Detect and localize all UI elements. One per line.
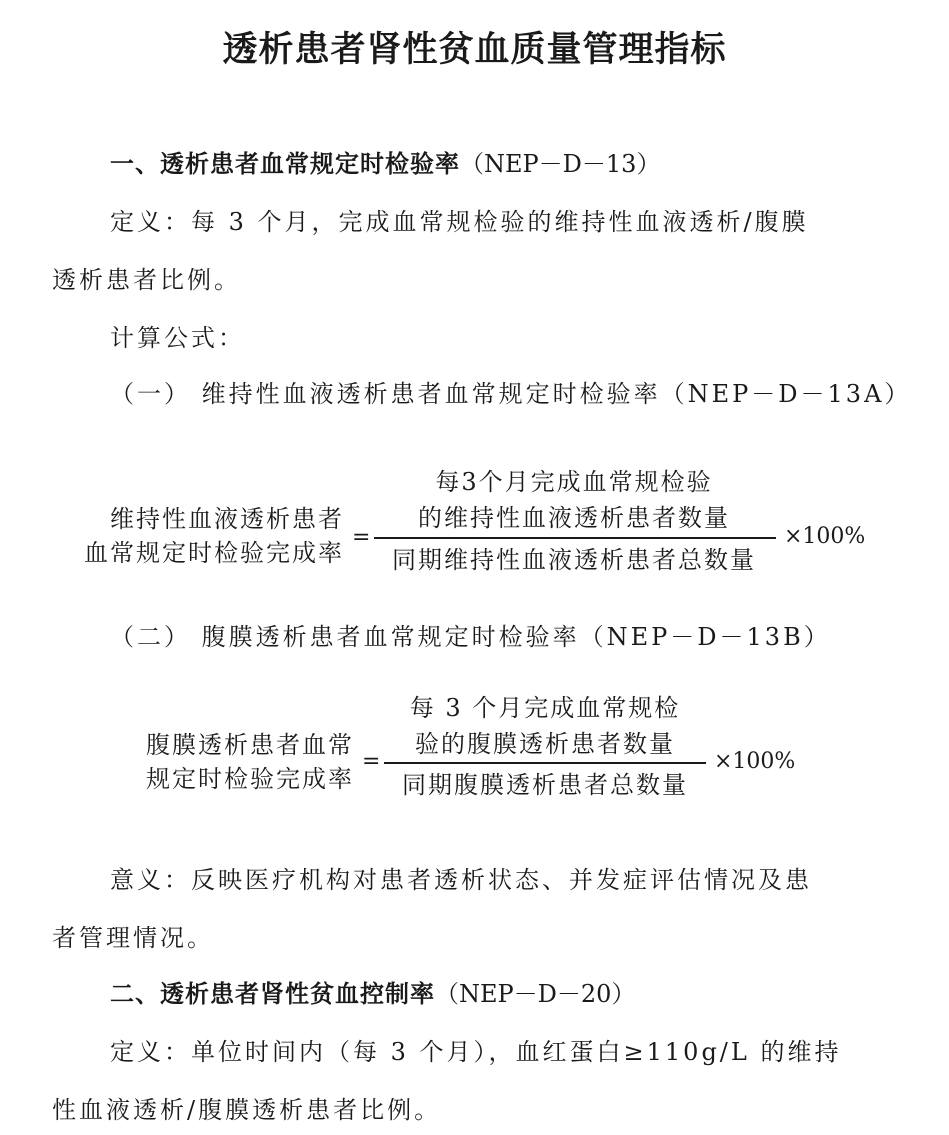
formula-b-denominator: 同期腹膜透析患者总数量: [402, 771, 688, 799]
page-title: 透析患者肾性贫血质量管理指标: [222, 30, 727, 70]
formula-a-numerator-line-2: 的维持性血液透析患者数量: [418, 504, 730, 532]
formula-b-numerator-line-2: 验的腹膜透析患者数量: [415, 730, 675, 758]
formula-a-multiplier: ×100%: [784, 524, 866, 549]
formula-a-equals: =: [352, 525, 373, 550]
formula-a-numerator: [370, 464, 778, 536]
formula-a-numerator-line-1: 每3个月完成血常规检验: [435, 468, 713, 496]
section-2-heading: [110, 974, 635, 1009]
formula-b-fraction-bar: [384, 762, 706, 764]
section-2-heading-text: 二、透析患者肾性贫血控制率: [110, 980, 435, 1008]
formula-a-fraction-bar: [374, 537, 776, 539]
section-1-meaning-line-2: 者管理情况。: [52, 924, 214, 952]
section-1-code: （NEP－D－13）: [460, 150, 661, 178]
section-2-definition-line-1: 定义：单位时间内（每 3 个月），血红蛋白≥110g/L 的维持: [110, 1038, 842, 1066]
formula-a-lhs-line-2: 血常规定时检验完成率: [84, 539, 344, 567]
section-1-definition-line-1: 定义：每 3 个月，完成血常规检验的维持性血液透析/腹膜: [110, 208, 809, 236]
section-1-heading: [110, 144, 660, 179]
formula-label: 计算公式：: [110, 324, 245, 352]
sub-b-title: （二） 腹膜透析患者血常规定时检验率（NEP－D－13B）: [110, 623, 831, 651]
formula-b-numerator-line-1: 每 3 个月完成血常规检: [409, 694, 681, 722]
section-1-heading-text: 一、透析患者血常规定时检验率: [110, 150, 460, 178]
section-2-code: （NEP－D－20）: [435, 980, 636, 1008]
formula-b-multiplier: ×100%: [714, 749, 796, 774]
formula-b-lhs-line-2: 规定时检验完成率: [146, 765, 354, 793]
formula-b-lhs-line-1: 腹膜透析患者血常: [146, 731, 354, 759]
section-1-meaning-line-1: 意义：反映医疗机构对患者透析状态、并发症评估情况及患: [110, 866, 812, 894]
sub-a-title: （一） 维持性血液透析患者血常规定时检验率（NEP－D－13A）: [110, 380, 912, 408]
formula-a-lhs-line-1: 维持性血液透析患者: [110, 505, 344, 533]
formula-a-denominator: 同期维持性血液透析患者总数量: [392, 546, 756, 574]
formula-b-lhs: [110, 728, 354, 796]
formula-a-lhs: [48, 502, 344, 570]
section-2-definition-line-2: 性血液透析/腹膜透析患者比例。: [52, 1096, 442, 1124]
section-1-definition-line-2: 透析患者比例。: [52, 266, 241, 294]
formula-b-equals: =: [362, 749, 383, 774]
formula-b-numerator: [380, 690, 710, 762]
